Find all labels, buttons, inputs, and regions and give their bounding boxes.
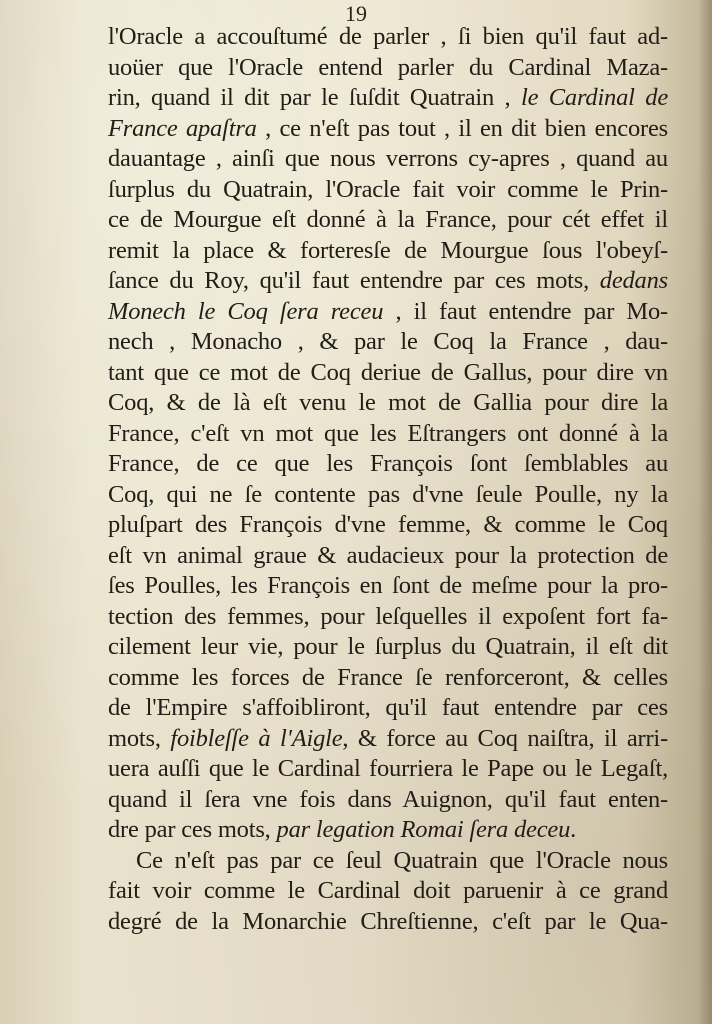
text-line xyxy=(108,388,668,419)
text-line xyxy=(108,236,668,267)
text-run: l'Oracle a accouſtumé de parler , ſi bien qu'il faut ad- xyxy=(108,23,668,50)
text-line xyxy=(108,754,668,785)
text-run: ſurplus du Quatrain, l'Oracle fait voir comme le Prin- xyxy=(108,175,668,203)
text-run: fait voir comme le Cardinal doit paruenir à ce grand xyxy=(108,877,668,904)
text-line xyxy=(108,297,668,328)
text-run: ſance du Roy, qu'il faut entendre par ces mots, xyxy=(108,267,600,294)
text-line xyxy=(108,907,668,938)
text-line xyxy=(108,663,668,694)
italic-quote: France apaſtra xyxy=(108,114,257,142)
text-run: dre par ces mots, xyxy=(108,816,277,843)
text-line xyxy=(108,205,668,236)
page-edge-shadow xyxy=(698,0,712,1024)
text-line xyxy=(108,846,668,877)
text-run: uoüer que l'Oracle entend parler du Cardinal Maza- xyxy=(108,53,668,81)
body-text xyxy=(108,22,668,937)
text-run: quand il ſera vne fois dans Auignon, qu'il faut enten- xyxy=(108,785,668,813)
text-line xyxy=(108,358,668,389)
text-run: Ce n'eſt pas par ce ſeul Quatrain que l'Oracle nous xyxy=(136,846,668,874)
italic-quote: le Cardinal de xyxy=(521,84,669,111)
text-run: , & force au Coq naiſtra, il arri- xyxy=(342,724,669,752)
text-run: mots, xyxy=(108,724,171,752)
text-line xyxy=(108,419,668,450)
text-line xyxy=(108,541,668,572)
italic-quote: Monech le Coq ſera receu xyxy=(108,297,384,325)
italic-quote: dedans xyxy=(599,267,668,294)
text-run: Coq, qui ne ſe contente pas d'vne ſeule Poulle, ny la xyxy=(108,480,668,508)
text-line xyxy=(108,144,668,175)
text-run: dauantage , ainſi que nous verrons cy-apres , quand au xyxy=(108,145,668,172)
text-line xyxy=(108,724,668,755)
text-line xyxy=(108,602,668,633)
text-run: , il faut entendre par Mo- xyxy=(383,297,669,325)
text-line xyxy=(108,175,668,206)
text-run: remit la place & forteresſe de Mourgue ſous l'obeyſ- xyxy=(108,236,668,264)
text-line xyxy=(108,480,668,511)
italic-quote: par legation Romai ſera deceu xyxy=(276,816,571,843)
text-run: pluſpart des François d'vne femme, & comme le Coq xyxy=(108,511,668,538)
text-run: France, de ce que les François ſont ſemblables au xyxy=(108,450,668,477)
text-line xyxy=(108,693,668,724)
text-run: Coq, & de là eſt venu le mot de Gallia pour dire la xyxy=(108,389,668,416)
text-run: de l'Empire s'affoibliront, qu'il faut entendre par ces xyxy=(108,694,668,721)
italic-quote: foibleſſe à l'Aigle xyxy=(170,724,343,752)
text-run: rin, quand il dit par le ſuſdit Quatrain , xyxy=(108,84,521,111)
text-run: cilement leur vie, pour le ſurplus du Quatrain, il eſt dit xyxy=(108,633,668,660)
text-run: tection des femmes, pour leſquelles il expoſent fort fa- xyxy=(108,602,668,630)
text-line xyxy=(108,449,668,480)
text-line xyxy=(108,510,668,541)
text-run: . xyxy=(570,816,577,843)
text-run: uera auſſi que le Cardinal fourriera le Pape ou le Legaſt, xyxy=(108,755,668,782)
text-line xyxy=(108,815,668,846)
text-run: nech , Monacho , & par le Coq la France , dau- xyxy=(108,328,668,355)
text-line xyxy=(108,876,668,907)
text-run: eſt vn animal graue & audacieux pour la protection de xyxy=(108,541,668,569)
text-run: , ce n'eſt pas tout , il en dit bien encores xyxy=(256,114,668,142)
text-line xyxy=(108,22,668,53)
text-line xyxy=(108,571,668,602)
text-run: ſes Poulles, les François en ſont de meſme pour la pro- xyxy=(108,572,668,599)
text-line xyxy=(108,53,668,84)
page-number: 19 xyxy=(345,1,367,26)
text-run: France, c'eſt vn mot que les Eſtrangers ont donné à la xyxy=(108,419,668,447)
text-line xyxy=(108,632,668,663)
text-run: degré de la Monarchie Chreſtienne, c'eſt par le Qua- xyxy=(108,907,668,935)
text-line xyxy=(108,785,668,816)
text-run: ce de Mourgue eſt donné à la France, pour cét effet il xyxy=(108,206,668,233)
text-run: tant que ce mot de Coq deriue de Gallus, pour dire vn xyxy=(108,358,668,386)
text-line xyxy=(108,114,668,145)
text-run: comme les forces de France ſe renforceront, & celles xyxy=(108,663,668,691)
text-line xyxy=(108,327,668,358)
text-line xyxy=(108,83,668,114)
text-line xyxy=(108,266,668,297)
